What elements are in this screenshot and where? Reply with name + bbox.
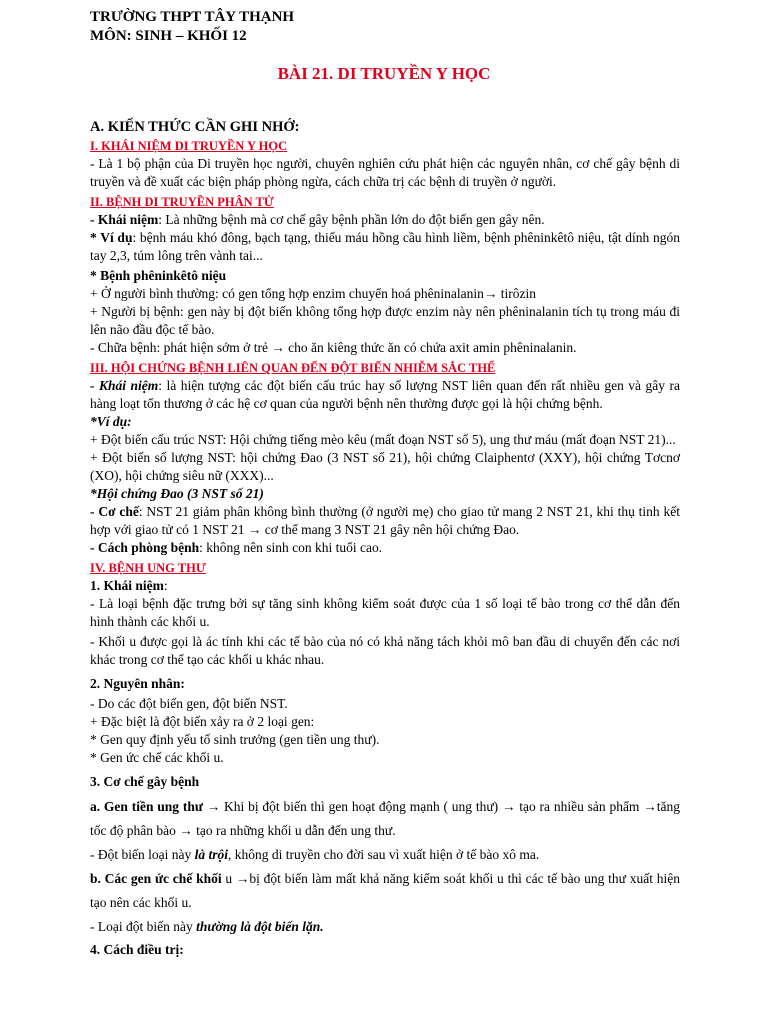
s3-mechanism-label: - Cơ chế: [90, 504, 139, 519]
lesson-title: BÀI 21. DI TRUYỀN Y HỌC: [277, 64, 491, 83]
s2-definition-text: : Là những bệnh mà cơ chế gây bệnh phần lớn do đột biến gen gây nên.: [158, 212, 545, 227]
oncogene-note-pre: - Đột biến loại này: [90, 847, 195, 862]
s3-prevention-label: - Cách phòng bệnh: [90, 540, 200, 555]
oncogene-text: → Khi bị đột biến thì gen hoạt động mạnh ( ung thư) → tạo ra nhiều sản phẩm →tăng tốc độ phân bào → tạo ra những khối u dẫn đến ung thư.: [90, 799, 680, 838]
s2-example-text: : bệnh máu khó đông, bạch tạng, thiếu máu hồng cầu hình liềm, bệnh phêninkêtô niệu, tật dính ngón tay 2,3, túm lông trên vành tai...: [90, 230, 680, 263]
pku-heading: * Bệnh phêninkêtô niệu: [90, 268, 227, 283]
s4-sub-3-heading: 3. Cơ chế gây bệnh: [90, 774, 200, 789]
s2-definition-label: - Khái niệm: [90, 212, 159, 227]
pku-line-2: + Người bị bệnh: gen này bị đột biến không tổng hợp được enzim này nên phêninalanin tích tụ trong máu đi lên não đầu độc tế bào.: [90, 304, 680, 337]
s4-sub-1-label: 1. Khái niệm: [90, 578, 164, 593]
suppressor-paragraph: [90, 867, 680, 915]
oncogene-paragraph: [90, 795, 680, 843]
cause-2: + Đặc biệt là đột biến xảy ra ở 2 loại gen:: [90, 714, 315, 729]
oncogene-note-em: là trội: [194, 847, 228, 862]
oncogene-label: a. Gen tiền ung thư: [90, 799, 203, 814]
section-3-heading: III. HỘI CHỨNG BỆNH LIÊN QUAN ĐẾN ĐỘT BIẾN NHIỄM SẮC THỂ: [90, 361, 496, 375]
section-2-heading: II. BỆNH DI TRUYỀN PHÂN TỬ: [90, 195, 274, 209]
section-1-heading: I. KHÁI NIỆM DI TRUYỀN Y HỌC: [90, 139, 288, 153]
s4-definition-2: - Khối u được gọi là ác tính khi các tế bào của nó có khả năng tách khỏi mô ban đầu di chuyển đến các nơi khác trong cơ thể tạo các khối u khác nhau.: [90, 634, 680, 667]
s4-definition-1: - Là loại bệnh đặc trưng bởi sự tăng sinh không kiểm soát được của 1 số loại tế bào trong cơ thể dẫn đến hình thành các khối u.: [90, 596, 680, 629]
s3-example-label: *Ví dụ:: [90, 414, 132, 429]
s3-example-1: + Đột biến cấu trúc NST: Hội chứng tiếng mèo kêu (mất đoạn NST số 5), ung thư máu (mất đoạn NST 21)...: [90, 432, 676, 447]
down-syndrome-heading: *Hội chứng Đao (3 NST số 21): [90, 486, 264, 501]
s3-prevention-text: : không nên sinh con khi tuổi cao.: [199, 540, 383, 555]
s2-example-label: * Ví dụ: [90, 230, 133, 245]
s4-sub-1-heading: [90, 577, 680, 595]
s2-definition: [90, 211, 680, 229]
oncogene-note-post: , không di truyền cho đời sau vì xuất hiện ở tế bào xô ma.: [228, 847, 540, 862]
s3-example-2: + Đột biến số lượng NST: hội chứng Đao (3 NST số 21), hội chứng Claiphentơ (XXY), hội chứng Tơcnơ (XO), hội chứng siêu nữ (XXX)...: [90, 450, 680, 483]
s3-definition-label: - Khái niệm: [90, 378, 159, 393]
document-header: [90, 8, 294, 46]
s3-definition-text: : là hiện tượng các đột biến cấu trúc hay số lượng NST liên quan đến rất nhiều gen và gây ra hàng loạt tổn thương ở các hệ cơ quan của người bệnh nên thường được gọi là hội chứng bệnh.: [90, 378, 680, 411]
s3-prevention: [90, 539, 680, 557]
s4-sub-4-heading: 4. Cách điều trị:: [90, 942, 184, 957]
suppressor-note-em: thường là đột biến lặn.: [196, 919, 324, 934]
cause-3: * Gen quy định yếu tố sinh trưởng (gen tiền ung thư).: [90, 732, 380, 747]
suppressor-label: b. Các gen ức chế khối: [90, 871, 222, 886]
suppressor-text: u →bị đột biến làm mất khả năng kiểm soát khối u thì các tế bào ung thư xuất hiện tạo nên các khối u.: [90, 871, 680, 910]
s4-sub-2-heading: 2. Nguyên nhân:: [90, 676, 185, 691]
s4-sub-1-colon: :: [163, 578, 168, 593]
lesson-content: [90, 118, 680, 959]
cause-4: * Gen ức chế các khối u.: [90, 750, 224, 765]
pku-line-1: + Ở người bình thường: có gen tổng hợp enzim chuyển hoá phêninalanin→ tirôzin: [90, 286, 536, 301]
section-1-paragraph: - Là 1 bộ phận của Di truyền học người, chuyên nghiên cứu phát hiện các nguyên nhân, cơ chế gây bệnh di truyền và đề xuất các biện pháp phòng ngừa, cách chữa trị các bệnh di truyền ở người.: [90, 156, 680, 189]
s2-example: [90, 229, 680, 265]
section-a-heading: A. KIẾN THỨC CẦN GHI NHỚ:: [90, 119, 300, 135]
section-4-heading: IV. BỆNH UNG THƯ: [90, 561, 206, 575]
s3-mechanism-text: : NST 21 giảm phân không bình thường (ở người mẹ) cho giao tử mang 2 NST 21, khi thụ tinh kết hợp với giao tử có 1 NST 21 → cơ thể mang 3 NST 21 gây nên hội chứng Đao.: [90, 504, 680, 537]
oncogene-note: [90, 843, 680, 867]
subject-line: MÔN: SINH – KHỐI 12: [90, 28, 247, 44]
suppressor-note: [90, 915, 680, 939]
suppressor-note-pre: - Loại đột biến này: [90, 919, 197, 934]
s3-definition: [90, 377, 680, 413]
s3-mechanism: [90, 503, 680, 539]
cause-1: - Do các đột biến gen, đột biến NST.: [90, 696, 288, 711]
school-name: TRƯỜNG THPT TÂY THẠNH: [90, 9, 295, 25]
pku-line-3: - Chữa bệnh: phát hiện sớm ở trẻ → cho ăn kiêng thức ăn có chứa axit amin phêninalanin.: [90, 340, 577, 355]
